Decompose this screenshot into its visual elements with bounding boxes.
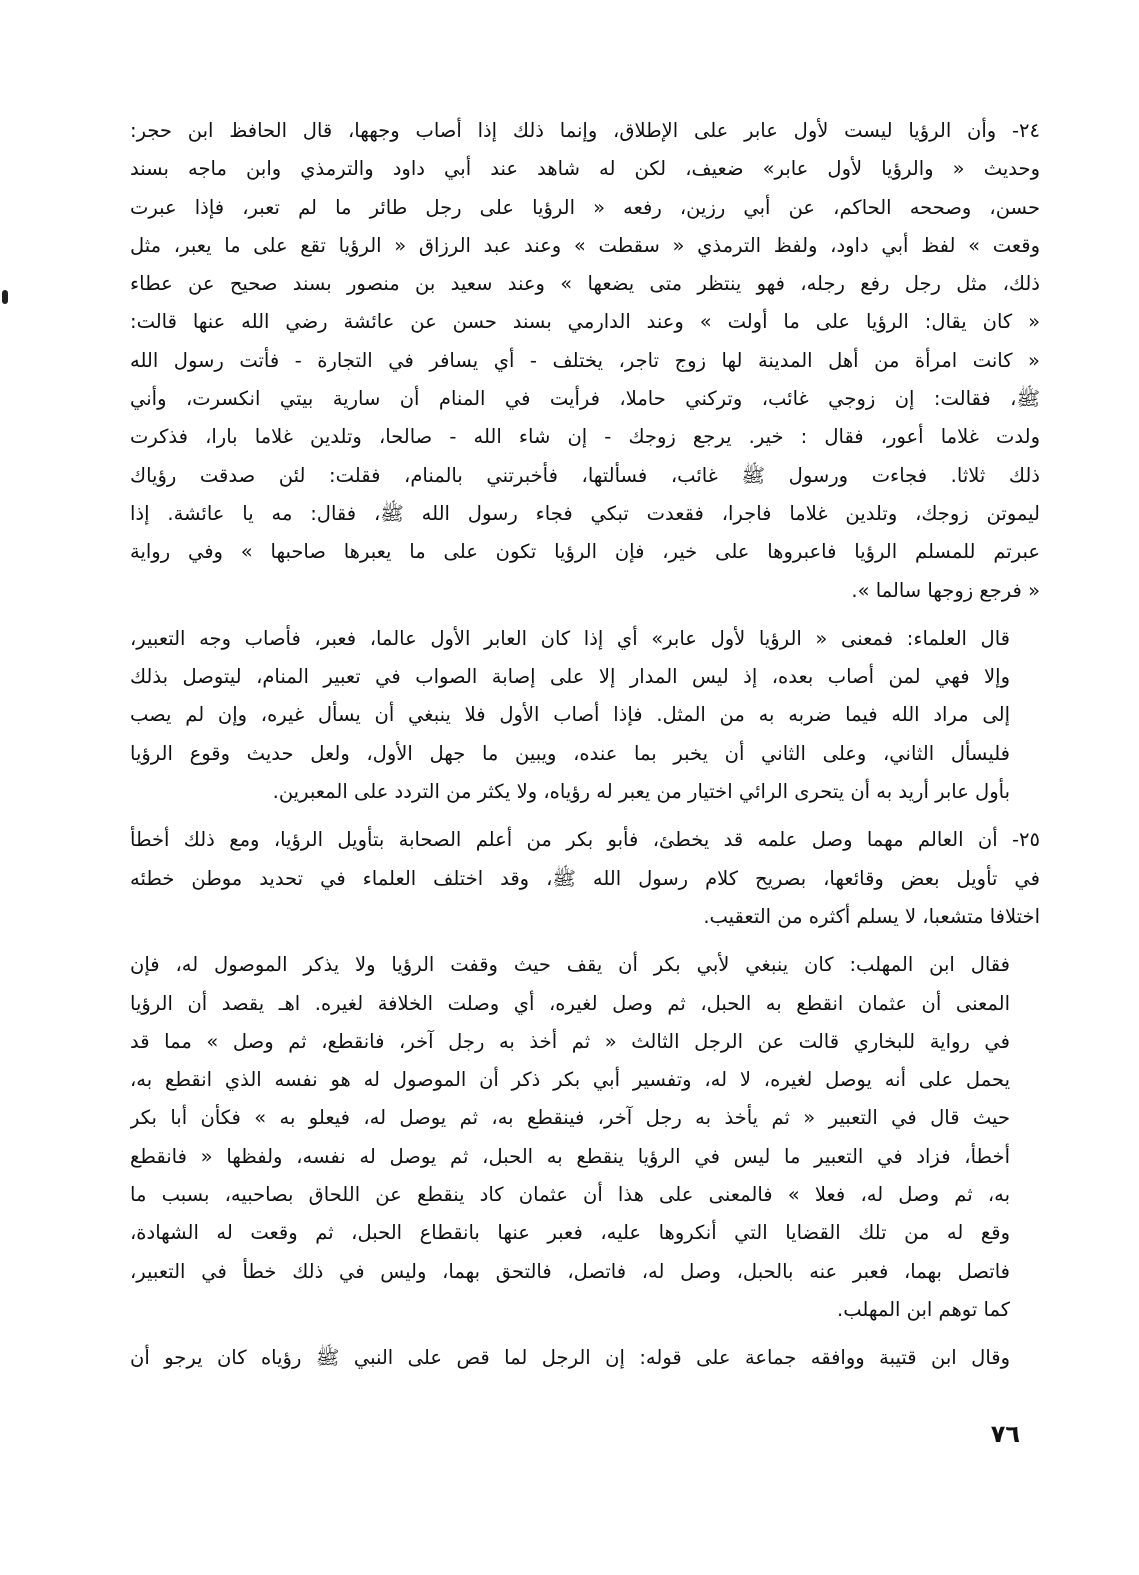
text-line: إلى مراد الله فيما ضربه به من المثل. فإذا أصاب الأول فلا ينبغي أن يسأل غيره، وإن لم يصب xyxy=(130,703,1010,727)
paragraph-ibn-muhallab xyxy=(130,946,1010,1329)
text-line: وقعت » لفظ أبي داود، ولفظ الترمذي « سقطت » وعند عبد الرزاق « الرؤيا تقع على ما يعبر، مثل xyxy=(130,233,1040,257)
text-line: عبرتم للمسلم الرؤيا فاعبروها على خير، فإن الرؤيا تكون على ما يعبرها صاحبها » وفي رواية xyxy=(130,540,1040,564)
text-line: فليسأل الثاني، وعلى الثاني أن يخبر بما عنده، ويبين ما جهل الأول، ولعل حديث وقوع الرؤيا xyxy=(130,741,1010,765)
text-line: في تأويل بعض وقائعها، بصريح كلام رسول الله ﷺ، وقد اختلف العلماء في تحديد موطن خطئه xyxy=(130,866,1040,890)
text-line: حسن، وصححه الحاكم، عن أبي رزين، رفعه « الرؤيا على رجل طائر ما لم تعبر، فإذا عبرت xyxy=(130,195,1040,219)
text-line: ٢٥- أن العالم مهما وصل علمه قد يخطئ، فأبو بكر من أعلم الصحابة بتأويل الرؤيا، ومع ذلك أخطأ xyxy=(130,828,1040,852)
text-line: « كان يقال: الرؤيا على ما أولت » وعند الدارمي بسند حسن عن عائشة رضي الله عنها قالت: xyxy=(130,310,1040,334)
page-number: ٧٦ xyxy=(990,1420,1020,1448)
text-line: « فرجع زوجها سالما ». xyxy=(851,578,1040,602)
text-line: في رواية للبخاري قالت عن الرجل الثالث « ثم أخذ به رجل آخر، فانقطع، ثم وصل » مما قد xyxy=(130,1029,1010,1053)
text-line: ذلك، مثل رجل رفع رجله، فهو ينتظر متى يضعها » وعند سعيد بن منصور بسند صحيح عن عطاء xyxy=(130,272,1040,296)
text-line: ليموتن زوجك، وتلدين غلاما فاجرا، فقعدت تبكي فجاء رسول الله ﷺ، فقال: مه يا عائشة. إذا xyxy=(130,501,1040,525)
paragraph-24 xyxy=(130,112,1040,610)
text-line: ﷺ، فقالت: إن زوجي غائب، وتركني حاملا، فرأيت في المنام أن سارية بيتي انكسرت، وأني xyxy=(130,387,1040,411)
text-line: المعنى أن عثمان انقطع به الحبل، ثم وصل لغيره، أي وصلت الخلافة لغيره. اهـ يقصد أن الرؤيا xyxy=(130,991,1010,1015)
text-line: وقع له من تلك القضايا التي أنكروها عليه، فعبر عنها بانقطاع الحبل، ثم وقعت له الشهادة، xyxy=(130,1221,1010,1245)
text-line: اختلافا متشعبا، لا يسلم أكثره من التعقيب. xyxy=(703,904,1040,928)
text-line: ولدت غلاما أعور، فقال : خير. يرجع زوجك - إن شاء الله - صالحا، وتلدين غلاما بارا، فذكرت xyxy=(130,425,1040,449)
text-line: وإلا فهي لمن أصاب بعده، إذ ليس المدار إلا على إصابة الصواب في تعبير المنام، ليتوصل بذلك xyxy=(130,665,1010,689)
text-line: وحديث « والرؤيا لأول عابر» ضعيف، لكن له شاهد عند أبي داود والترمذي وابن ماجه بسند xyxy=(130,157,1040,181)
text-line: ٢٤- وأن الرؤيا ليست لأول عابر على الإطلاق، وإنما ذلك إذا أصاب وجهها، قال الحافظ ابن حجر: xyxy=(130,119,1040,142)
text-line: فاتصل بهما، فعبر عنه بالحبل، وصل له، فاتصل، فالتحق بهما، وليس في ذلك خطأ في التعبير، xyxy=(130,1259,1010,1283)
text-line: حيث قال في التعبير « ثم يأخذ به رجل آخر، فينقطع به، ثم يوصل له، فيعلو به » فكأن أبا بكر xyxy=(130,1106,1010,1130)
text-line: فقال ابن المهلب: كان ينبغي لأبي بكر أن يقف حيث وقفت الرؤيا ولا يذكر الموصول له، فإن xyxy=(130,953,1010,977)
text-line: بأول عابر أريد به أن يتحرى الرائي اختيار من يعبر له رؤياه، ولا يكثر من التردد على المعبرين. xyxy=(272,780,1010,804)
text-line: وقال ابن قتيبة ووافقه جماعة على قوله: إن الرجل لما قص على النبي ﷺ رؤياه كان يرجو أن xyxy=(130,1346,1010,1370)
text-line: به، ثم وصل له، فعلا » فالمعنى على هذا أن عثمان كاد ينقطع عن اللحاق بصاحبيه، بسبب ما xyxy=(130,1183,1010,1207)
scan-mark xyxy=(2,290,8,304)
text-line: « كانت امرأة من أهل المدينة لها زوج تاجر، يختلف - أي يسافر في التجارة - فأتت رسول الله xyxy=(130,348,1040,372)
paragraph-ulama xyxy=(130,620,1010,811)
text-line: أخطأ، فزاد في التعبير ما ليس في الرؤيا ينقطع به الحبل، ثم يوصل له نفسه، ولفظها « فانقطع xyxy=(130,1144,1010,1168)
text-line: قال العلماء: فمعنى « الرؤيا لأول عابر» أي إذا كان العابر الأول عالما، فعبر، فأصاب وجه التعبير، xyxy=(130,626,1010,650)
text-line: يحمل على أنه يوصل لغيره، لا له، وتفسير أبي بكر ذكر أن الموصول له هو نفسه الذي انقطع به، xyxy=(130,1068,1010,1092)
paragraph-ibn-qutayba xyxy=(130,1339,1010,1377)
document-body xyxy=(130,112,1040,1388)
paragraph-25 xyxy=(130,821,1040,936)
text-line: كما توهم ابن المهلب. xyxy=(837,1297,1010,1321)
text-line: ذلك ثلاثا. فجاءت ورسول ﷺ غائب، فسألتها، فأخبرتني بالمنام، فقلت: لئن صدقت رؤياك xyxy=(130,463,1040,487)
